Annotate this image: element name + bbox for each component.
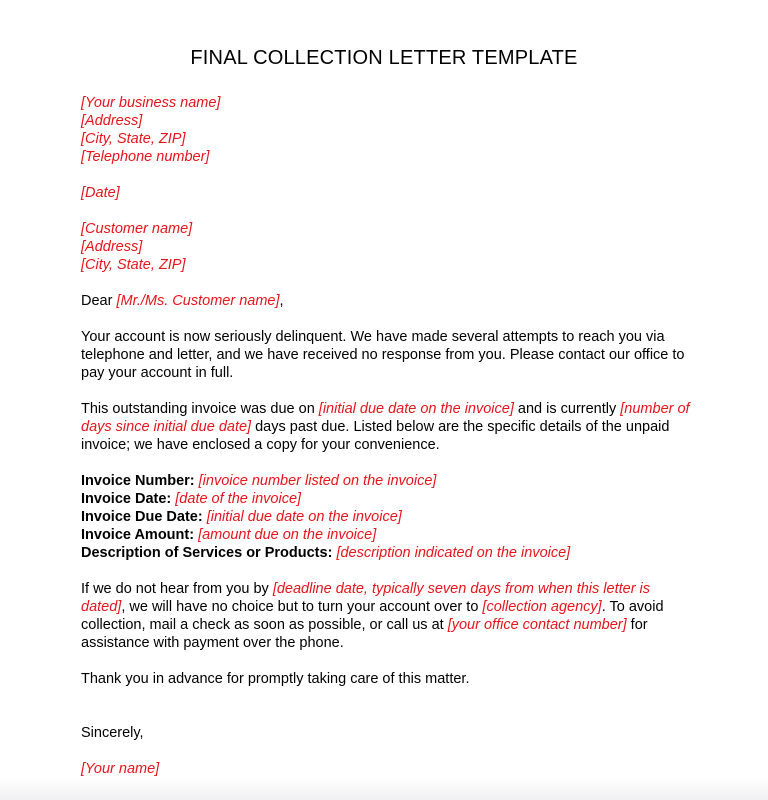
recipient-address: [Address] [81, 239, 143, 255]
sender-telephone: [Telephone number] [81, 149, 210, 165]
salutation-prefix: Dear [81, 293, 117, 309]
paragraph-3-text: for [626, 617, 648, 633]
closing: Sincerely, [81, 725, 144, 741]
invoice-detail-value: [invoice number listed on the invoice] [198, 473, 437, 489]
paragraph-2-text: This outstanding invoice was due on [81, 401, 319, 417]
invoice-detail-label: Invoice Amount: [81, 527, 195, 543]
invoice-detail-row [81, 508, 701, 526]
invoice-detail-row [81, 472, 701, 490]
document-title: FINAL COLLECTION LETTER TEMPLATE [190, 47, 578, 69]
invoice-detail-value: [description indicated on the invoice] [336, 545, 571, 561]
paragraph-2-text: days past due. Listed below are the specific details of the unpaid [251, 419, 670, 435]
paragraph-3-line [81, 616, 701, 634]
salutation-suffix: , [279, 293, 284, 309]
paragraph-4: Thank you in advance for promptly taking care of this matter. [81, 671, 470, 687]
placeholder-collection-agency: [collection agency] [482, 599, 602, 615]
letter-body [81, 94, 701, 778]
placeholder-initial-due-date: [initial due date on the invoice] [318, 401, 514, 417]
page-bottom-shadow [0, 778, 768, 800]
invoice-detail-label: Description of Services or Products: [81, 545, 333, 561]
invoice-detail-label: Invoice Date: [81, 491, 172, 507]
paragraph-2-line [81, 418, 701, 436]
paragraph-3-line [81, 580, 701, 598]
paragraph-3-text: , we will have no choice but to turn your account over to [121, 599, 483, 615]
sender-business-name: [Your business name] [81, 95, 221, 111]
paragraph-3-text: . To avoid [601, 599, 664, 615]
placeholder-deadline-date: [deadline date, typically seven days from when this letter is [272, 581, 651, 597]
paragraph-3-text: If we do not hear from you by [81, 581, 273, 597]
paragraph-1-line: telephone and letter, and we have received no response from you. Please contact our office to [81, 347, 685, 363]
invoice-detail-row [81, 544, 701, 562]
placeholder-days-past-due: [number of [620, 401, 690, 417]
signature-name: [Your name] [81, 761, 160, 777]
sender-address: [Address] [81, 113, 143, 129]
recipient-city-state-zip: [City, State, ZIP] [81, 257, 186, 273]
paragraph-2-line [81, 400, 701, 418]
paragraph-1-line: pay your account in full. [81, 365, 234, 381]
sender-city-state-zip: [City, State, ZIP] [81, 131, 186, 147]
paragraph-3-text: collection, mail a check as soon as possible, or call us at [81, 617, 448, 633]
invoice-detail-value: [date of the invoice] [175, 491, 302, 507]
paragraph-3-line: assistance with payment over the phone. [81, 635, 344, 651]
placeholder-deadline-date-cont: dated] [81, 599, 122, 615]
invoice-detail-value: [initial due date on the invoice] [206, 509, 402, 525]
placeholder-office-contact: [your office contact number] [447, 617, 627, 633]
invoice-detail-row [81, 490, 701, 508]
invoice-detail-row [81, 526, 701, 544]
paragraph-2-text: and is currently [513, 401, 621, 417]
invoice-detail-label: Invoice Number: [81, 473, 195, 489]
paragraph-1-line: Your account is now seriously delinquent. We have made several attempts to reach you via [81, 329, 665, 345]
letter-date: [Date] [81, 185, 120, 201]
paragraph-3-line [81, 598, 701, 616]
salutation-name: [Mr./Ms. Customer name] [116, 293, 280, 309]
placeholder-days-past-due-cont: days since initial due date] [81, 419, 252, 435]
invoice-detail-label: Invoice Due Date: [81, 509, 203, 525]
recipient-customer-name: [Customer name] [81, 221, 193, 237]
invoice-detail-value: [amount due on the invoice] [198, 527, 377, 543]
salutation [81, 292, 701, 310]
paragraph-2-line: invoice; we have enclosed a copy for your convenience. [81, 437, 440, 453]
